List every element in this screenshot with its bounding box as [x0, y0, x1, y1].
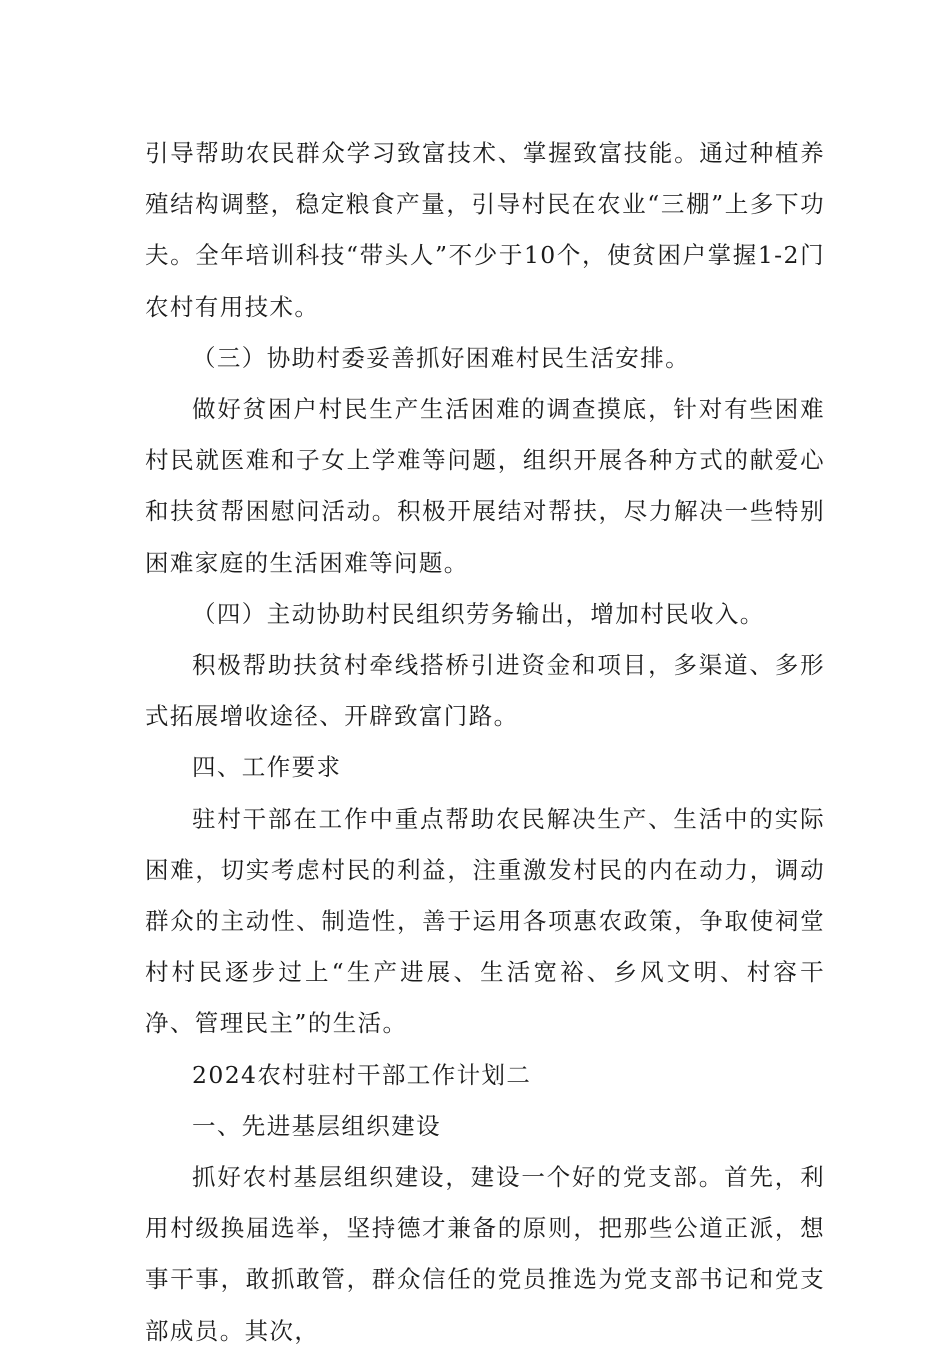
paragraph-party-branch: 抓好农村基层组织建设，建设一个好的党支部。首先，利用村级换届选举，坚持德才兼备的原则，把那些公道正派，想事干事，敢抓敢管，群众信任的党员推选为党支部书记和党支部成员。其次，	[145, 1163, 825, 1345]
section-heading-three: （三）协助村委妥善抓好困难村民生活安排。	[192, 343, 690, 372]
section-heading-work-requirements: 四、工作要求	[192, 753, 342, 782]
section-heading-organization: 一、先进基层组织建设	[192, 1111, 441, 1140]
document-body	[145, 128, 825, 1357]
paragraph-hardship-survey: 做好贫困户村民生产生活困难的调查摸底，针对有些困难村民就医难和子女上学难等问题，组织开展各种方式的献爱心和扶贫帮困慰问活动。积极开展结对帮扶，尽力解决一些特别困难家庭的生活困难等问题。	[145, 395, 825, 577]
paragraph-continuation: 引导帮助农民群众学习致富技术、掌握致富技能。通过种植养殖结构调整，稳定粮食产量，引导村民在农业“三棚”上多下功夫。全年培训科技“带头人”不少于10个，使贫困户掌握1-2门农村有用技术。	[145, 139, 825, 321]
plan-two-title: 2024农村驻村干部工作计划二	[192, 1060, 532, 1089]
paragraph-funding: 积极帮助扶贫村牵线搭桥引进资金和项目，多渠道、多形式拓展增收途径、开辟致富门路。	[145, 651, 825, 731]
section-heading-four: （四）主动协助村民组织劳务输出，增加村民收入。	[192, 599, 765, 628]
paragraph-requirements: 驻村干部在工作中重点帮助农民解决生产、生活中的实际困难，切实考虑村民的利益，注重激发村民的内在动力，调动群众的主动性、制造性，善于运用各项惠农政策，争取使祠堂村村民逐步过上“生产进展、生活宽裕、乡风文明、村容干净、管理民主”的生活。	[145, 804, 825, 1038]
